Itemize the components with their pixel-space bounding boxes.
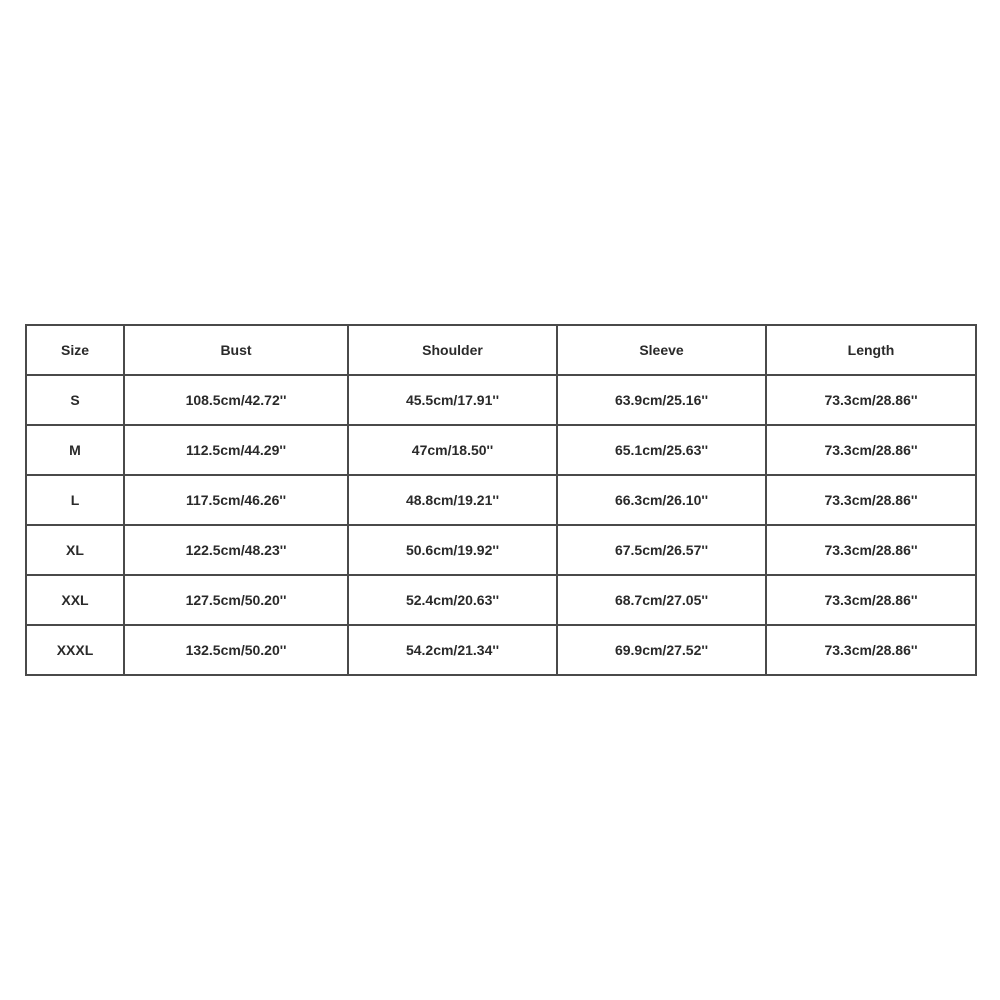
cell-size: M — [26, 425, 124, 475]
cell-sleeve: 68.7cm/27.05'' — [557, 575, 766, 625]
table-row — [26, 475, 976, 525]
cell-shoulder: 48.8cm/19.21'' — [348, 475, 557, 525]
cell-length: 73.3cm/28.86'' — [766, 375, 976, 425]
cell-bust: 127.5cm/50.20'' — [124, 575, 348, 625]
table-row — [26, 575, 976, 625]
size-chart-table — [25, 324, 977, 676]
table-row — [26, 425, 976, 475]
cell-bust: 112.5cm/44.29'' — [124, 425, 348, 475]
cell-size: XXXL — [26, 625, 124, 675]
cell-shoulder: 50.6cm/19.92'' — [348, 525, 557, 575]
cell-sleeve: 69.9cm/27.52'' — [557, 625, 766, 675]
cell-shoulder: 54.2cm/21.34'' — [348, 625, 557, 675]
cell-shoulder: 47cm/18.50'' — [348, 425, 557, 475]
cell-length: 73.3cm/28.86'' — [766, 475, 976, 525]
cell-bust: 132.5cm/50.20'' — [124, 625, 348, 675]
cell-length: 73.3cm/28.86'' — [766, 425, 976, 475]
table-row — [26, 525, 976, 575]
header-bust: Bust — [124, 325, 348, 375]
cell-sleeve: 66.3cm/26.10'' — [557, 475, 766, 525]
table-row — [26, 375, 976, 425]
cell-sleeve: 65.1cm/25.63'' — [557, 425, 766, 475]
cell-length: 73.3cm/28.86'' — [766, 525, 976, 575]
cell-bust: 108.5cm/42.72'' — [124, 375, 348, 425]
cell-sleeve: 67.5cm/26.57'' — [557, 525, 766, 575]
cell-bust: 122.5cm/48.23'' — [124, 525, 348, 575]
cell-shoulder: 52.4cm/20.63'' — [348, 575, 557, 625]
cell-length: 73.3cm/28.86'' — [766, 575, 976, 625]
header-shoulder: Shoulder — [348, 325, 557, 375]
cell-bust: 117.5cm/46.26'' — [124, 475, 348, 525]
cell-size: XL — [26, 525, 124, 575]
header-size: Size — [26, 325, 124, 375]
table-row — [26, 625, 976, 675]
cell-size: XXL — [26, 575, 124, 625]
cell-size: S — [26, 375, 124, 425]
cell-length: 73.3cm/28.86'' — [766, 625, 976, 675]
cell-size: L — [26, 475, 124, 525]
cell-shoulder: 45.5cm/17.91'' — [348, 375, 557, 425]
header-sleeve: Sleeve — [557, 325, 766, 375]
cell-sleeve: 63.9cm/25.16'' — [557, 375, 766, 425]
header-length: Length — [766, 325, 976, 375]
header-row — [26, 325, 976, 375]
